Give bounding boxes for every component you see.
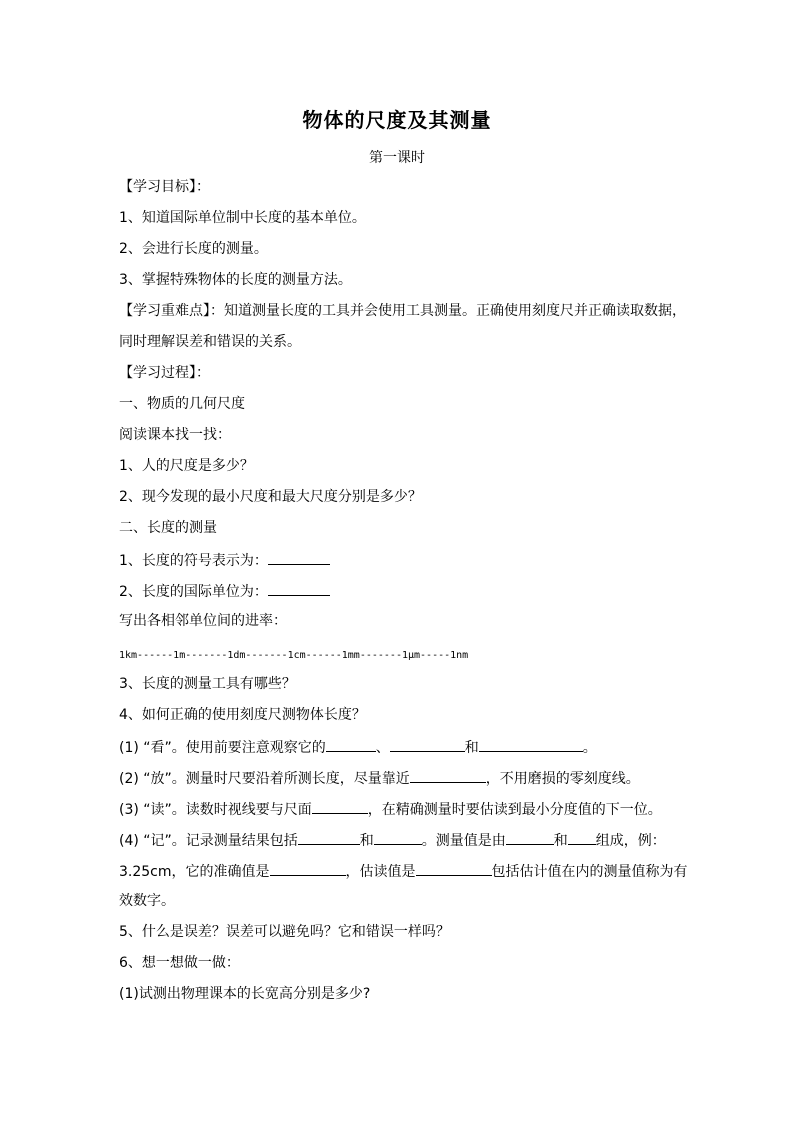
step-place bbox=[119, 768, 640, 788]
step-text: 。测量值是由 bbox=[421, 833, 506, 849]
goals-heading: 【学习目标】： bbox=[119, 179, 210, 195]
step-text: 包括估计值在内的测量值称为有 bbox=[491, 864, 688, 880]
step-text: 和 bbox=[359, 833, 374, 849]
step-text: ，估读值是 bbox=[345, 864, 416, 880]
goal-item: 2、会进行长度的测量。 bbox=[119, 241, 268, 257]
question-item: 4、如何正确的使用刻度尺测物体长度？ bbox=[119, 707, 366, 723]
answer-blank[interactable] bbox=[268, 581, 330, 596]
step-record-end: 效数字。 bbox=[119, 893, 175, 909]
answer-blank[interactable] bbox=[312, 799, 368, 814]
answer-blank[interactable] bbox=[326, 737, 376, 752]
step-text: 。 bbox=[582, 740, 597, 756]
goal-item: 3、掌握特殊物体的长度的测量方法。 bbox=[119, 272, 352, 288]
question-item: 3、长度的测量工具有哪些？ bbox=[119, 676, 296, 692]
question-item: 2、现今发现的最小尺度和最大尺度分别是多少？ bbox=[119, 489, 422, 505]
step-record-continued bbox=[119, 861, 688, 881]
key-points-line bbox=[119, 302, 686, 320]
length-unit-line bbox=[119, 581, 330, 601]
answer-blank[interactable] bbox=[374, 830, 422, 845]
units-prompt: 写出各相邻单位间的进率： bbox=[119, 613, 287, 629]
key-points-label: 【学习重难点】： bbox=[119, 303, 224, 319]
answer-blank[interactable] bbox=[416, 861, 492, 876]
step-read bbox=[119, 799, 662, 819]
key-points-text: 知道测量长度的工具并会使用工具测量。正确使用刻度尺并正确读取数据， bbox=[224, 303, 686, 319]
question-item: (1)试测出物理课本的长宽高分别是多少? bbox=[119, 986, 371, 1002]
answer-blank[interactable] bbox=[506, 830, 554, 845]
process-heading: 【学习过程】： bbox=[119, 365, 210, 381]
units-chain: 1km------1m-------1dm-------1cm------1mm-------1μm-----1nm bbox=[119, 650, 469, 661]
answer-blank[interactable] bbox=[270, 861, 346, 876]
read-prompt: 阅读课本找一找： bbox=[119, 427, 231, 443]
question-item: 5、什么是误差？误差可以避免吗？它和错误一样吗？ bbox=[119, 924, 450, 940]
answer-blank[interactable] bbox=[298, 830, 360, 845]
question-text: 1、长度的符号表示为： bbox=[119, 553, 268, 569]
step-record bbox=[119, 830, 666, 850]
answer-blank[interactable] bbox=[479, 737, 583, 752]
step-text: 和 bbox=[553, 833, 568, 849]
question-item: 1、人的尺度是多少？ bbox=[119, 458, 254, 474]
section-heading: 二、长度的测量 bbox=[119, 520, 217, 536]
step-text: 和 bbox=[464, 740, 479, 756]
answer-blank[interactable] bbox=[268, 550, 330, 565]
step-look bbox=[119, 737, 597, 757]
section-heading: 一、物质的几何尺度 bbox=[119, 396, 245, 412]
question-item: 6、想一想做一做： bbox=[119, 955, 240, 971]
step-text: ，在精确测量时要估读到最小分度值的下一位。 bbox=[367, 802, 662, 818]
step-text: (2) “放”。测量时尺要沿着所测长度，尽量靠近 bbox=[119, 771, 410, 787]
goal-item: 1、知道国际单位制中长度的基本单位。 bbox=[119, 210, 366, 226]
length-symbol-line bbox=[119, 550, 330, 570]
answer-blank[interactable] bbox=[410, 768, 486, 783]
step-text: 、 bbox=[375, 740, 390, 756]
step-text: (3) “读”。读数时视线要与尺面 bbox=[119, 802, 312, 818]
question-text: 2、长度的国际单位为： bbox=[119, 584, 268, 600]
step-text: 3.25cm，它的准确值是 bbox=[119, 864, 270, 880]
page-subtitle: 第一课时 bbox=[369, 150, 425, 166]
page-title: 物体的尺度及其测量 bbox=[302, 108, 492, 132]
step-text: ，不用磨损的零刻度线。 bbox=[485, 771, 640, 787]
step-text: (1) “看”。使用前要注意观察它的 bbox=[119, 740, 326, 756]
answer-blank[interactable] bbox=[390, 737, 465, 752]
step-text: 组成，例： bbox=[595, 833, 666, 849]
key-points-continued: 同时理解误差和错误的关系。 bbox=[119, 334, 301, 350]
step-text: (4) “记”。记录测量结果包括 bbox=[119, 833, 298, 849]
answer-blank[interactable] bbox=[568, 830, 596, 845]
